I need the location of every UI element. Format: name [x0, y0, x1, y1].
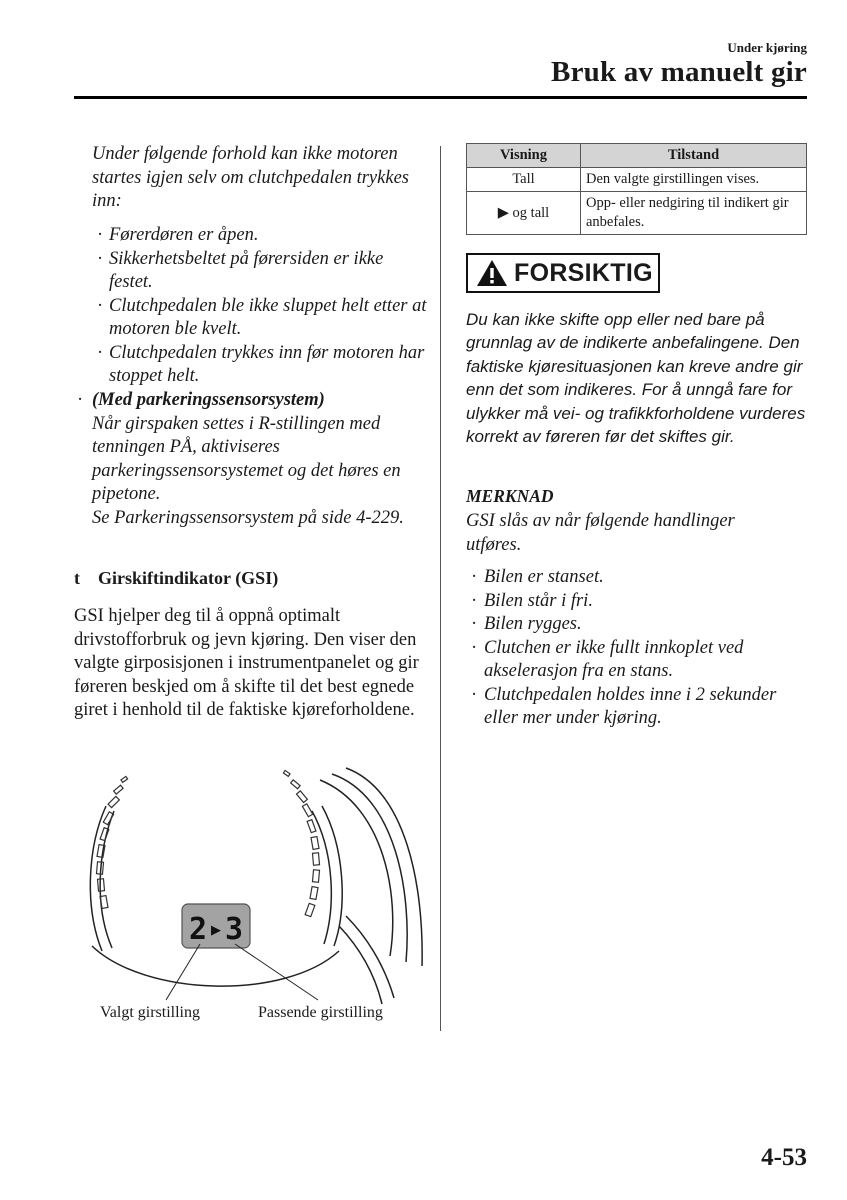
gear-display-to: 3 [224, 912, 244, 947]
note-heading: MERKNAD [466, 486, 554, 506]
table-header-row [467, 144, 807, 168]
list-item: · Bilen rygges. [471, 614, 582, 634]
list-item: · Clutchen er ikke fullt innkoplet ved akselerasjon fra en stans. [471, 637, 744, 681]
gsi-heading: t Girskiftindikator (GSI) [74, 568, 279, 588]
section-marker: t [74, 568, 80, 588]
parking-ref: Se Parkeringssensorsystem på side 4-229. [92, 507, 404, 528]
table-row [467, 168, 807, 192]
parking-text: Når girspaken settes i R-stillingen med tenningen PÅ, aktiviseres parkeringssensorsystemet og det høres en pipetone. [92, 413, 401, 504]
header-rule [74, 96, 807, 99]
column-header: Visning [467, 144, 581, 168]
list-item: · Clutchpedalen trykkes inn før motoren har stoppet helt. [97, 342, 425, 386]
column-header: Tilstand [581, 144, 807, 168]
page-title: Bruk av manuelt gir [551, 56, 807, 88]
label-suitable-gear: Passende girstilling [258, 1004, 383, 1021]
column-divider [440, 146, 441, 1031]
caution-label: FORSIKTIG [514, 258, 653, 287]
table-cell: Opp- eller nedgiring til indikert gir anbefales. [581, 192, 807, 235]
note-text: GSI slås av når følgende handlinger utføres. [466, 511, 735, 555]
parking-sensor-note: · (Med parkeringssensorsystem) Når girspaken settes i R-stillingen med tenningen PÅ, aktiviseres parkeringssensorsystemet og det høres en pipetone. Se Parkeringssensorsystem på side 4-229. [77, 390, 404, 528]
conditions-list [97, 224, 427, 389]
intro-text: Under følgende forhold kan ikke motoren startes igjen selv om clutchpedalen trykkes inn: [92, 144, 409, 211]
gear-shift-arrow-icon: ▶ [211, 923, 221, 938]
page-number: 4-53 [761, 1144, 807, 1171]
table-cell: Tall [467, 168, 581, 192]
section-label: Under kjøring [727, 40, 807, 55]
list-item: · Clutchpedalen ble ikke sluppet helt etter at motoren ble kvelt. [97, 295, 427, 339]
gsi-description: GSI hjelper deg til å oppnå optimalt drivstofforbruk og jevn kjøring. Den viser den valgte girposisjonen i instrumentpanelet og gir føreren beskjed om å skifte til det best egnede giret i henhold til de faktiske kjøreforholdene. [74, 606, 419, 720]
table-cell: ▶ og tall [467, 192, 581, 235]
list-item: · Bilen er stanset. [471, 567, 604, 587]
list-item: · Bilen står i fri. [471, 590, 593, 611]
gsi-display-table [466, 143, 807, 235]
table-cell: Den valgte girstillingen vises. [581, 168, 807, 192]
instrument-cluster-illustration [84, 766, 424, 1036]
note-list [471, 566, 811, 731]
label-selected-gear: Valgt girstilling [100, 1004, 200, 1021]
list-item: · Førerdøren er åpen. [97, 225, 259, 245]
parking-title: (Med parkeringssensorsystem) [92, 390, 325, 410]
gear-display-from: 2 [188, 912, 208, 947]
caution-text: Du kan ikke skifte opp eller ned bare på grunnlag av de indikerte anbefalingene. Den faktiske kjøresituasjonen kan kreve andre gir enn det som indikeres. For å unngå fare for ulykker må vei- og trafikkforholdene vurderes korrekt av føreren før det skiftes gir. [466, 310, 806, 447]
list-item: · Sikkerhetsbeltet på førersiden er ikke festet. [97, 248, 384, 292]
table-row [467, 192, 807, 235]
warning-triangle-icon [476, 259, 508, 287]
list-item: · Clutchpedalen holdes inne i 2 sekunder eller mer under kjøring. [471, 684, 777, 728]
caution-box [466, 253, 660, 293]
